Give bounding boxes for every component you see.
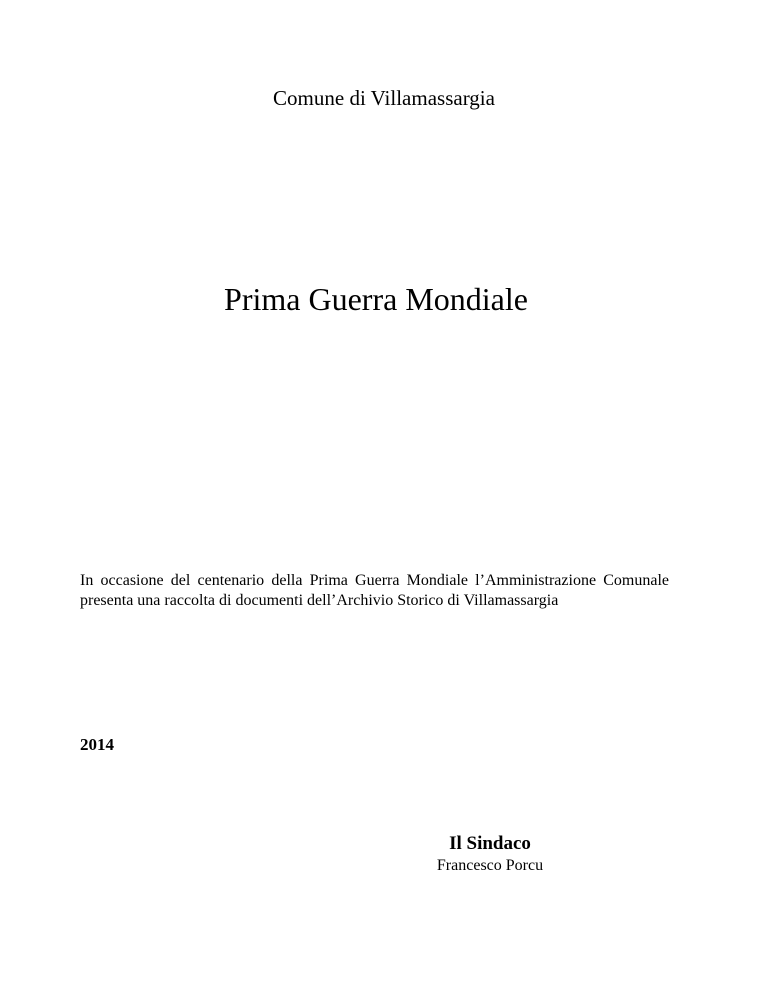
intro-paragraph: In occasione del centenario della Prima Guerra Mondiale l’Amministrazione Comunale presenta una raccolta di documenti dell’Archivio Storico di Villamassargia — [80, 572, 669, 609]
document-title: Prima Guerra Mondiale — [224, 281, 528, 317]
signature-name: Francesco Porcu — [436, 857, 544, 874]
year-label: 2014 — [80, 735, 114, 754]
municipality-heading: Comune di Villamassargia — [273, 86, 495, 110]
signature-block — [420, 832, 560, 876]
signature-role: Il Sindaco — [449, 833, 531, 854]
